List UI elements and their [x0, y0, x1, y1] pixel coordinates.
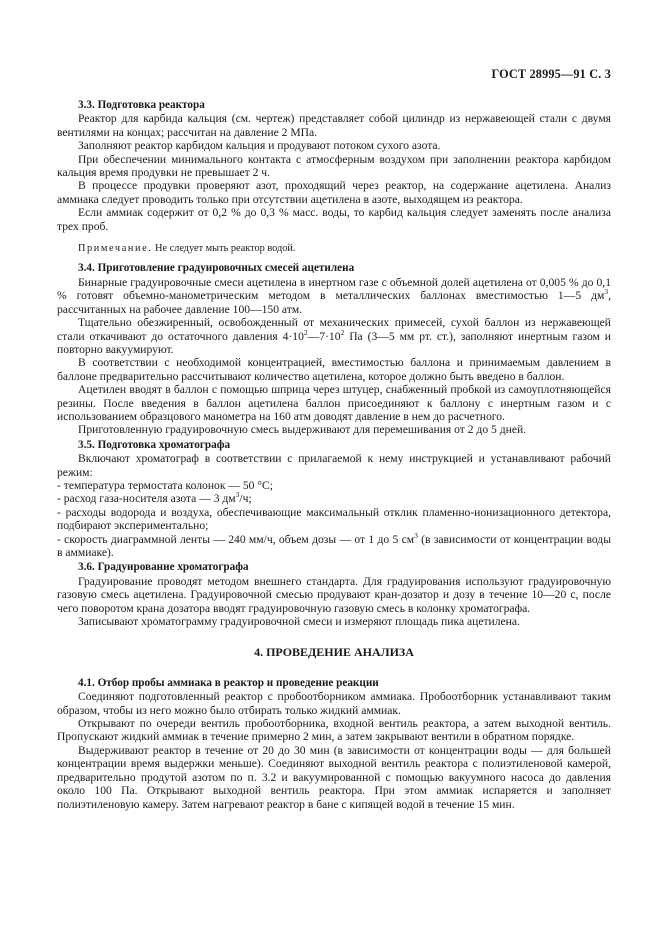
- paragraph: Выдерживают реактор в течение от 20 до 30 мин (в зависимости от концентрации воды — для большей концентрации время выдержки меньше). Соединяют выходной вентиль реактора с полиэтиленовой камерой, предварительно продутой азотом по п. 3.2 и вакуумированной с помощью вакуумного насоса до давления около 100 Па. Открывают выходной вентиль реактора. При этом аммиак испаряется и заполняет полиэтиленовую камеру. Затем нагревают реактор в бане с кипящей водой в течение 15 мин.: [57, 743, 611, 811]
- document-body: [57, 99, 611, 811]
- superscript: 2: [340, 327, 345, 337]
- text-run: Бинарные градуировочные смеси ацетилена в инертном газе с объемной долей ацетилена от 0,005 % до 0,1 % готовят объемно-манометрическим методом в металлических баллонах вместимостью 1—5 дм: [57, 275, 611, 303]
- paragraph: Заполняют реактор карбидом кальция и продувают потоком сухого азота.: [78, 139, 441, 153]
- paragraph: Градуирование проводят методом внешнего стандарта. Для градуирования используют градуировочную газовую смесь ацетилена. Градуировочной смесью продувают кран-дозатор и дозу в течение 10—20 с, после чего поворотом крана дозатора вводят градуировочную газовую смесь в колонку хроматографа.: [57, 574, 611, 615]
- heading-3-3: 3.3. Подготовка реактора: [78, 99, 205, 111]
- superscript: 3: [604, 287, 609, 297]
- paragraph: В соответствии с необходимой концентрацией, вместимостью баллона и принимаемым давлением в баллоне предварительно рассчитывают количество ацетилена, которое должно быть введено в баллон.: [57, 356, 611, 383]
- list-item: - температура термостата колонок — 50 °С;: [57, 478, 273, 492]
- text-run: , рассчитанных на рабочее давление 100—150 атм.: [57, 289, 611, 316]
- paragraph: Открывают по очереди вентиль пробоотборника, входной вентиль реактора, а затем выходной вентиль. Пропускают жидкий аммиак в течение примерно 2 мин, а затем закрывают вентили в обратном порядке.: [57, 717, 611, 744]
- paragraph: Приготовленную градуировочную смесь выдерживают для перемешивания от 2 до 5 дней.: [78, 423, 527, 437]
- heading-3-5: 3.5. Подготовка хроматографа: [78, 438, 231, 451]
- paragraph: [57, 316, 611, 356]
- note: [57, 242, 611, 255]
- text-run: —7·10: [307, 329, 341, 343]
- heading-3-6: 3.6. Градуирование хроматографа: [78, 561, 249, 574]
- text-run: /ч;: [239, 492, 252, 506]
- page-header: ГОСТ 28995—91 С. 3: [491, 67, 611, 81]
- list-item: [57, 492, 611, 505]
- paragraph: Включают хроматограф в соответствии с прилагаемой к нему инструкцией и устанавливают рабочий режим:: [57, 452, 611, 479]
- paragraph: Записывают хроматограмму градуировочной смеси и измеряют площадь пика ацетилена.: [78, 615, 520, 629]
- text-run: (в зависимости от концентрации воды в аммиаке).: [57, 532, 611, 559]
- superscript: 3: [235, 490, 240, 500]
- text-run: Тщательно обезжиренный, освобожденный от механических примесей, сухой баллон из нержавеющей стали откачивают до остаточного давления 4·10: [57, 316, 611, 343]
- text-run: Па (3—5 мм рт. ст.), заполняют инертным газом и повторно вакуумируют.: [57, 329, 611, 356]
- section-title-4: 4. ПРОВЕДЕНИЕ АНАЛИЗА: [254, 645, 414, 660]
- paragraph: Ацетилен вводят в баллон с помощью шприца через штуцер, снабженный пробкой из самоуплотняющейся резины. После введения в баллон ацетилена баллон присоединяют к баллону с инертным газом и с использованием образцового манометра на 160 атм доводят давление в нем до расчетного.: [57, 383, 611, 423]
- list-item: - расходы водорода и воздуха, обеспечивающие максимальный отклик пламенно-ионизационного детектора, подбирают экспериментально;: [57, 505, 611, 533]
- paragraph: Если аммиак содержит от 0,2 % до 0,3 % масс. воды, то карбид кальция следует заменять после анализа трех проб.: [57, 206, 611, 233]
- heading-3-4: 3.4. Приготовление градуировочных смесей ацетилена: [78, 262, 355, 275]
- list-item: [57, 530, 611, 560]
- note-text: Не следует мыть реактор водой.: [152, 243, 296, 255]
- paragraph: Реактор для карбида кальция (см. чертеж) представляет собой цилиндр из нержавеющей стали с двумя вентилями на концах; рассчитан на давление 2 МПа.: [57, 112, 611, 139]
- paragraph: [57, 276, 611, 316]
- paragraph: При обеспечении минимального контакта с атмосферным воздухом при заполнении реактора карбидом кальция время продувки не превышает 2 ч.: [57, 152, 611, 180]
- paragraph: В процессе продувки проверяют азот, проходящий через реактор, на содержание ацетилена. Анализ аммиака следует проводить только при отсутствии ацетилена в азоте, выходящем из реактора.: [57, 179, 611, 206]
- note-label: Примечание.: [78, 243, 153, 255]
- superscript: 3: [414, 530, 418, 540]
- heading-4-1: 4.1. Отбор пробы аммиака в реактор и проведение реакции: [78, 676, 379, 689]
- text-run: - расход газа-носителя азота — 3 дм: [57, 492, 236, 506]
- paragraph: Соединяют подготовленный реактор с пробоотборником аммиака. Пробоотборник устанавливают таким образом, чтобы из него можно было отбирать только жидкий аммиак.: [57, 690, 611, 717]
- text-run: - скорость диаграммной ленты — 240 мм/ч, объем дозы — от 1 до 5 см: [57, 532, 415, 546]
- superscript: 2: [303, 327, 308, 337]
